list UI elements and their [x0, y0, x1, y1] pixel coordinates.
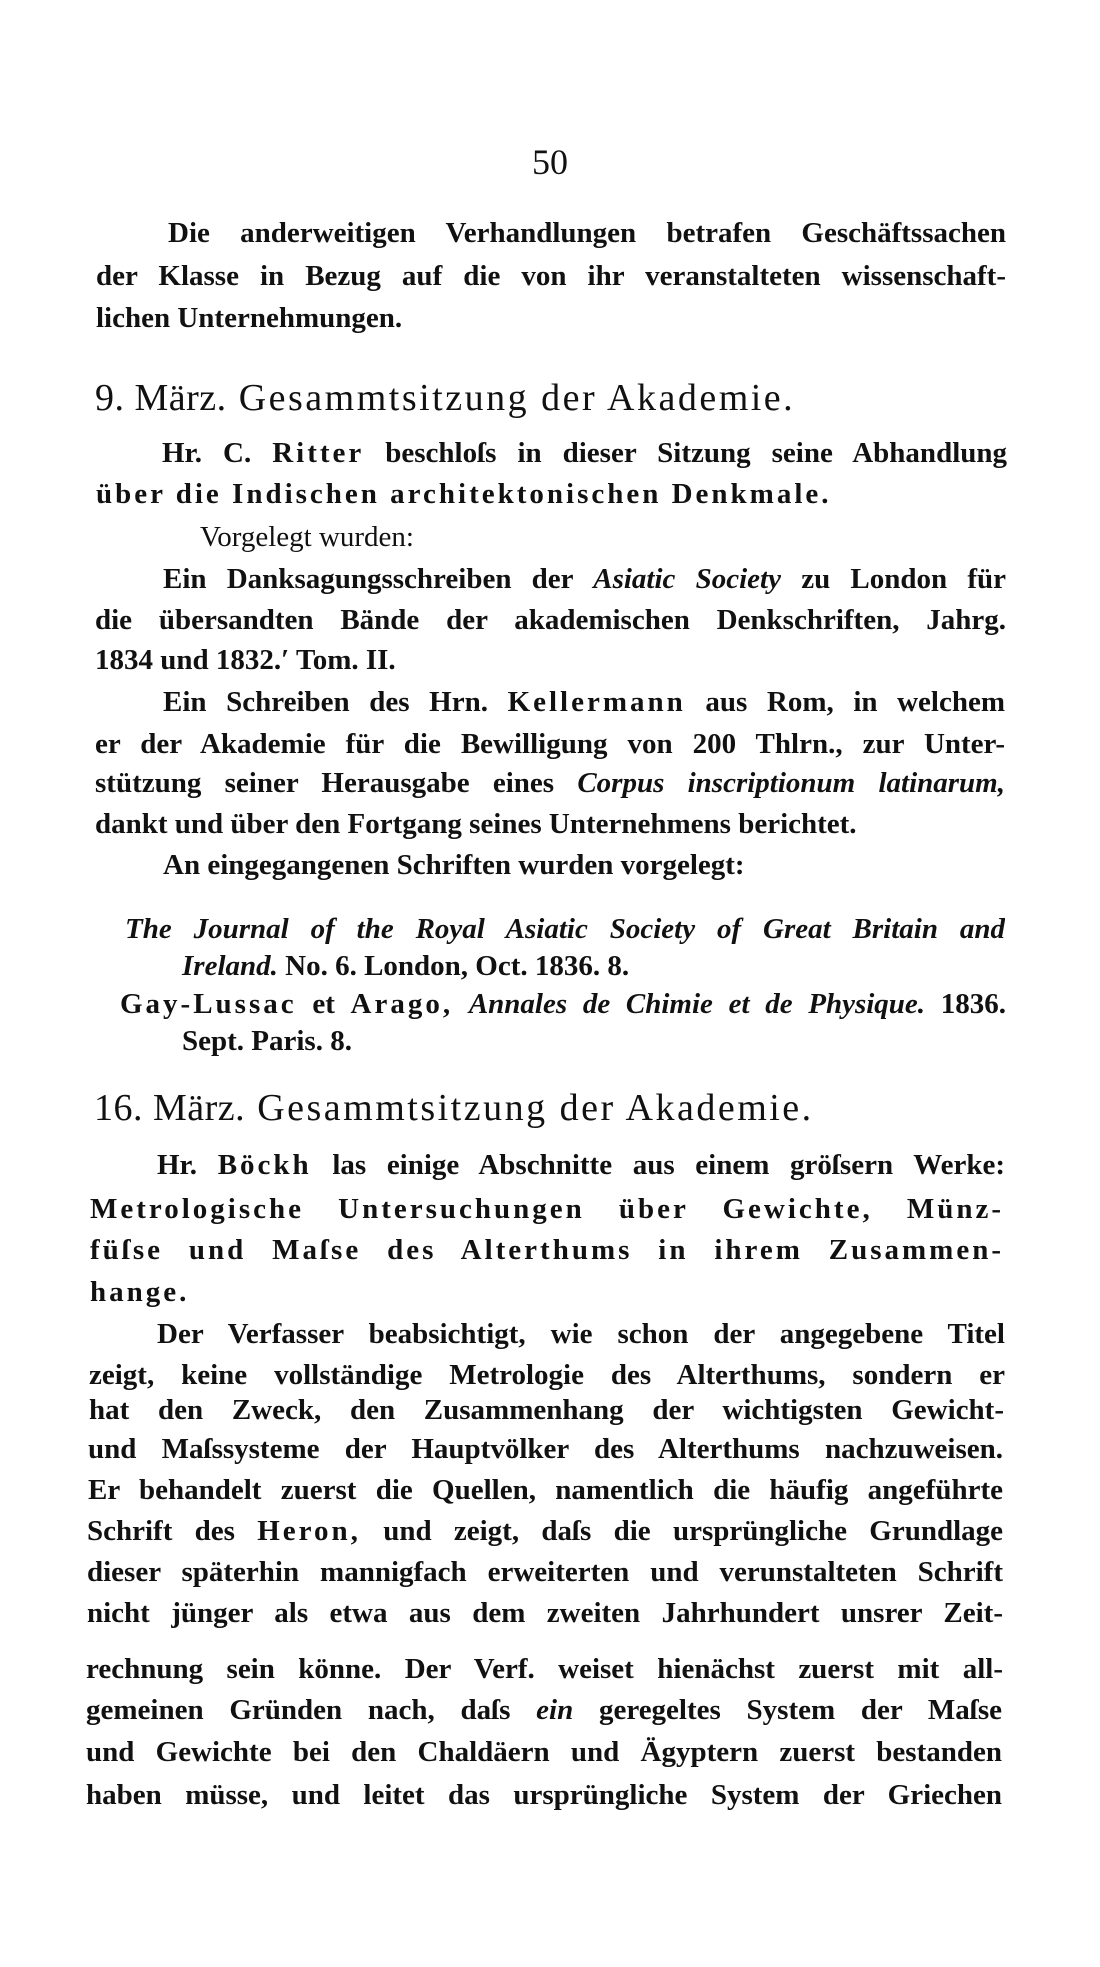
- italic-span: Asiatic Society: [593, 563, 781, 595]
- text-span: aus Rom, in welchem: [705, 686, 1005, 718]
- text-span: stützung seiner Herausgabe eines: [95, 767, 555, 799]
- italic-span: ein: [536, 1694, 574, 1726]
- text-line: [163, 685, 1005, 719]
- text-span: las einige Abschnitte aus einem gröſsern Werke:: [332, 1149, 1005, 1181]
- work-title-line: füſse und Maſse des Alterthums in ihrem Zusammen-: [90, 1234, 1004, 1266]
- text-line: lichen Unternehmungen.: [96, 302, 403, 334]
- text-line: 1834 und 1832.′ Tom. II.: [95, 644, 396, 676]
- text-line: hat den Zweck, den Zusammenhang der wichtigsten Gewicht-: [89, 1394, 1004, 1426]
- heading-title: Gesammtsitzung der Akademie.: [257, 1087, 814, 1129]
- text-span: et: [312, 988, 335, 1020]
- text-line: dankt und über den Fortgang seines Unternehmens berichtet.: [95, 808, 857, 840]
- text-line: [182, 949, 629, 983]
- author-name: Arago,: [350, 988, 454, 1020]
- text-span: beschloſs in dieser Sitzung seine Abhandlung: [385, 437, 1007, 469]
- text-line: Die anderweitigen Verhandlungen betrafen Geschäftssachen: [168, 217, 1006, 249]
- text-span: gemeinen Gründen nach, daſs: [86, 1694, 511, 1726]
- work-title-line: über die Indischen architektonischen Denkmale.: [96, 478, 832, 510]
- text-span: Ein Danksagungsschreiben der: [163, 563, 574, 595]
- italic-span: Annales de Chimie et de Physique.: [468, 988, 926, 1020]
- received-label: An eingegangenen Schriften wurden vorgelegt:: [163, 849, 745, 881]
- heading-date: 16. März.: [94, 1087, 246, 1129]
- text-span: Ein Schreiben des Hrn.: [163, 686, 488, 718]
- text-span: Schrift des: [87, 1515, 235, 1547]
- text-line: [163, 562, 1006, 596]
- text-line: [157, 1148, 1005, 1182]
- italic-span: Corpus inscriptionum latinarum,: [577, 767, 1005, 799]
- text-line: er der Akademie für die Bewilligung von 200 Thlrn., zur Unter-: [95, 728, 1005, 760]
- text-line: [86, 1693, 1002, 1727]
- text-line: Er behandelt zuerst die Quellen, namentlich die häufig angeführte: [88, 1474, 1003, 1506]
- heading-date: 9. März.: [95, 377, 227, 419]
- session-heading-16-maerz: [94, 1086, 814, 1130]
- person-name: Heron,: [257, 1515, 361, 1547]
- text-span: zu London für: [801, 563, 1006, 595]
- person-name: Kellermann: [507, 686, 686, 718]
- text-line: [95, 766, 1005, 800]
- text-line: und Maſssysteme der Hauptvölker des Alterthums nachzuweisen.: [88, 1433, 1003, 1465]
- text-span: No. 6. London, Oct. 1836. 8.: [285, 950, 630, 982]
- text-span: und zeigt, daſs die ursprüngliche Grundlage: [383, 1515, 1003, 1547]
- text-span: 1836.: [940, 988, 1006, 1020]
- person-name: Ritter: [272, 437, 365, 469]
- text-line: haben müsse, und leitet das ursprüngliche System der Griechen: [86, 1779, 1002, 1811]
- text-span: Hr. C.: [162, 437, 252, 469]
- text-line: Sept. Paris. 8.: [182, 1025, 352, 1057]
- vorgelegt-label: Vorgelegt wurden:: [200, 521, 414, 553]
- text-line: rechnung sein könne. Der Verf. weiset hienächst zuerst mit all-: [86, 1653, 1003, 1685]
- text-line: [162, 436, 1007, 470]
- text-line: [87, 1514, 1003, 1548]
- person-name: Böckh: [217, 1149, 312, 1181]
- author-name: Gay-Lussac: [120, 988, 297, 1020]
- text-line: [125, 912, 1005, 946]
- page-number: 50: [532, 142, 568, 182]
- text-span: geregeltes System der Maſse: [598, 1694, 1002, 1726]
- italic-span: Ireland.: [182, 950, 278, 982]
- text-line: [120, 987, 1006, 1021]
- text-line: und Gewichte bei den Chaldäern und Ägyptern zuerst bestanden: [86, 1736, 1002, 1768]
- text-line: die übersandten Bände der akademischen Denkschriften, Jahrg.: [95, 604, 1006, 636]
- session-heading-9-maerz: [95, 376, 795, 420]
- text-line: nicht jünger als etwa aus dem zweiten Jahrhundert unsrer Zeit-: [87, 1597, 1003, 1629]
- italic-span: The Journal of the Royal Asiatic Society of Great Britain and: [125, 913, 1005, 945]
- heading-title: Gesammtsitzung der Akademie.: [238, 377, 796, 419]
- text-line: zeigt, keine vollständige Metrologie des Alterthums, sondern er: [89, 1359, 1005, 1391]
- text-line: Der Verfasser beabsichtigt, wie schon der angegebene Titel: [157, 1318, 1005, 1350]
- text-line: der Klasse in Bezug auf die von ihr veranstalteten wissenschaft-: [96, 260, 1006, 292]
- work-title-line: hange.: [90, 1276, 190, 1308]
- text-span: Hr.: [157, 1149, 198, 1181]
- text-line: dieser späterhin mannigfach erweiterten und verunstalteten Schrift: [87, 1556, 1003, 1588]
- work-title-line: Metrologische Untersuchungen über Gewichte, Münz-: [90, 1193, 1004, 1225]
